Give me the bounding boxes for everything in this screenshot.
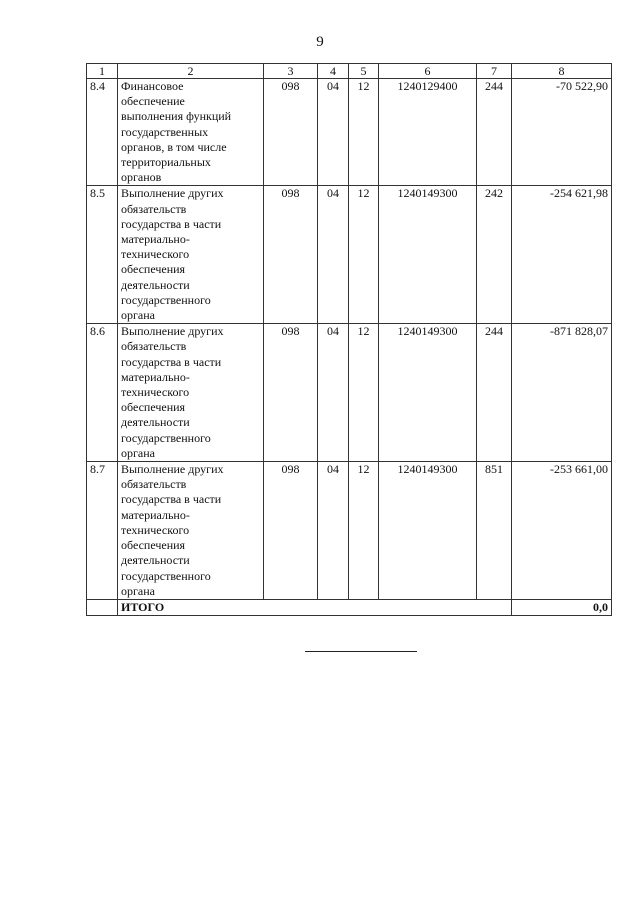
page-number: 9 — [316, 34, 324, 50]
name-line: материально- — [121, 232, 190, 247]
name-line: органов, в том числе — [121, 139, 227, 154]
col7-cell: 242 — [477, 186, 512, 324]
col5-cell: 12 — [349, 79, 379, 186]
row-name-cell — [118, 79, 264, 186]
name-line: государства в части — [121, 492, 222, 507]
name-line: Выполнение других — [121, 324, 224, 339]
table-body — [87, 64, 612, 616]
row-number-cell: 8.5 — [87, 186, 118, 324]
header-cell: 4 — [318, 64, 349, 79]
col3-cell: 098 — [264, 79, 318, 186]
col5-cell: 12 — [349, 324, 379, 462]
col6-cell: 1240149300 — [379, 462, 477, 600]
col4-cell: 04 — [318, 186, 349, 324]
col3-cell: 098 — [264, 186, 318, 324]
name-line: органа — [121, 583, 155, 598]
budget-table — [86, 63, 612, 616]
table-header-row — [87, 64, 612, 79]
name-line: выполнения функций — [121, 109, 232, 124]
row-number-cell: 8.4 — [87, 79, 118, 186]
row-name-cell — [118, 186, 264, 324]
name-line: технического — [121, 385, 190, 400]
name-line: Выполнение других — [121, 462, 224, 477]
total-label: ИТОГО — [118, 599, 512, 615]
total-value: 0,0 — [512, 599, 612, 615]
col3-cell: 098 — [264, 324, 318, 462]
name-line: деятельности — [121, 277, 190, 292]
name-line: государства в части — [121, 216, 222, 231]
name-line: территориальных — [121, 155, 211, 170]
name-line: деятельности — [121, 415, 190, 430]
name-line: обязательств — [121, 201, 187, 216]
name-line: государственного — [121, 430, 211, 445]
header-cell: 2 — [118, 64, 264, 79]
name-line: государственного — [121, 292, 211, 307]
amount-cell: -70 522,90 — [512, 79, 612, 186]
header-cell: 7 — [477, 64, 512, 79]
col5-cell: 12 — [349, 462, 379, 600]
col6-cell: 1240149300 — [379, 324, 477, 462]
end-separator-line — [305, 651, 417, 652]
amount-cell: -253 661,00 — [512, 462, 612, 600]
header-cell: 6 — [379, 64, 477, 79]
name-line: обеспечения — [121, 400, 186, 415]
amount-cell: -871 828,07 — [512, 324, 612, 462]
name-line: Финансовое — [121, 79, 184, 93]
name-line: государственных — [121, 124, 209, 139]
name-line: органа — [121, 308, 155, 323]
row-name-cell — [118, 462, 264, 600]
name-line: обязательств — [121, 339, 187, 354]
header-cell: 3 — [264, 64, 318, 79]
name-line: материально- — [121, 369, 190, 384]
col3-cell: 098 — [264, 462, 318, 600]
col7-cell: 244 — [477, 324, 512, 462]
name-line: технического — [121, 522, 190, 537]
row-number-cell: 8.6 — [87, 324, 118, 462]
table-row — [87, 324, 612, 462]
table-row — [87, 186, 612, 324]
col5-cell: 12 — [349, 186, 379, 324]
name-line: материально- — [121, 507, 190, 522]
col4-cell: 04 — [318, 324, 349, 462]
col4-cell: 04 — [318, 462, 349, 600]
name-line: технического — [121, 247, 190, 262]
name-line: органов — [121, 170, 162, 185]
name-line: государственного — [121, 568, 211, 583]
col7-cell: 244 — [477, 79, 512, 186]
table-row — [87, 79, 612, 186]
name-line: органа — [121, 445, 155, 460]
name-line: обязательств — [121, 477, 187, 492]
name-line: государства в части — [121, 354, 222, 369]
name-line: обеспечение — [121, 94, 185, 109]
total-row — [87, 599, 612, 615]
col6-cell: 1240149300 — [379, 186, 477, 324]
name-line: обеспечения — [121, 538, 186, 553]
name-line: деятельности — [121, 553, 190, 568]
total-empty-cell — [87, 599, 118, 615]
header-cell: 5 — [349, 64, 379, 79]
header-cell: 1 — [87, 64, 118, 79]
row-number-cell: 8.7 — [87, 462, 118, 600]
row-name-cell — [118, 324, 264, 462]
table-row — [87, 462, 612, 600]
col6-cell: 1240129400 — [379, 79, 477, 186]
name-line: обеспечения — [121, 262, 186, 277]
amount-cell: -254 621,98 — [512, 186, 612, 324]
col7-cell: 851 — [477, 462, 512, 600]
name-line: Выполнение других — [121, 186, 224, 201]
header-cell: 8 — [512, 64, 612, 79]
col4-cell: 04 — [318, 79, 349, 186]
